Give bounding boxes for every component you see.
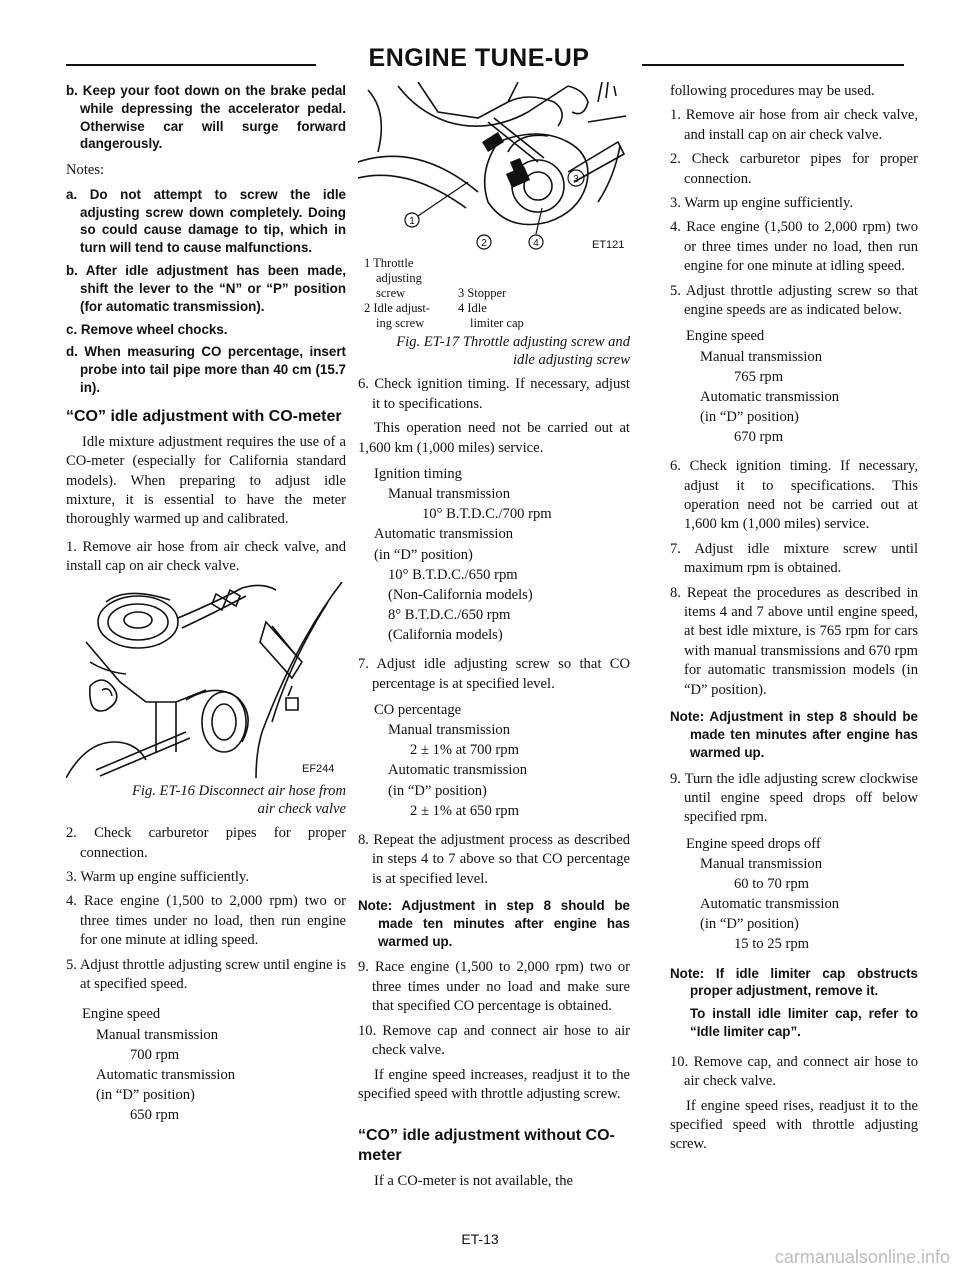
step-9: 9. Turn the idle adjusting screw clockwise until engine speed drops off below specified rpm.: [670, 770, 918, 826]
engine-speed-spec: [66, 1004, 346, 1125]
spec-manual: Manual transmission: [96, 1026, 219, 1043]
ignition-auto-value-2: 8° B.T.D.C./650 rpm: [388, 606, 511, 623]
co-label: CO percentage: [374, 702, 462, 719]
step-6: 6. Check ignition timing. If necessary, adjust it to specifications.: [358, 376, 630, 412]
column-right: [670, 82, 918, 1160]
co-manual: Manual transmission: [388, 722, 511, 739]
callout-2: [364, 301, 436, 331]
co-auto: Automatic transmission: [388, 762, 528, 779]
spec-label: Engine speed: [686, 328, 765, 345]
callout-3: 3 Stopper: [457, 286, 507, 300]
step-3: 3. Warm up engine sufficiently.: [66, 868, 249, 885]
spec-auto-value: 670 rpm: [734, 429, 784, 446]
spec-auto: Automatic transmission: [96, 1066, 236, 1083]
co-auto-position: (in “D” position): [388, 782, 487, 799]
step-5: 5. Adjust throttle adjusting screw until engine is at specified speed.: [66, 956, 346, 992]
drop-manual: Manual transmission: [700, 855, 823, 872]
ignition-manual-value: 10° B.T.D.C./700 rpm: [422, 506, 552, 523]
section-heading-without-co-meter: “CO” idle adjustment without CO-meter: [358, 1127, 615, 1165]
ignition-auto-value-1-note: (Non-California models): [388, 586, 533, 603]
page-title: ENGINE TUNE-UP: [368, 44, 590, 72]
note-step-8: Note: Adjustment in step 8 should be made ten minutes after engine has warmed up.: [670, 709, 918, 760]
step-4: 4. Race engine (1,500 to 2,000 rpm) two or three times under no load, then run engine for one minute at idling speed.: [66, 893, 346, 949]
callout-marker-1: 1: [409, 216, 415, 227]
ignition-manual: Manual transmission: [388, 486, 511, 503]
ignition-timing-spec: [358, 464, 630, 645]
figure-et17: [358, 82, 630, 252]
figure-caption-line-2: air check valve: [257, 800, 346, 817]
spec-auto: Automatic transmission: [700, 388, 840, 405]
step-2: 2. Check carburetor pipes for proper connection.: [670, 151, 918, 187]
callout-table: [364, 256, 530, 331]
figure-et16: [66, 582, 346, 778]
callout-4-line-1: 4 Idle: [457, 301, 487, 315]
step-1: 1. Remove air hose from air check valve, and install cap on air check valve.: [670, 107, 918, 143]
column-left: [66, 82, 346, 1135]
step-4: 4. Race engine (1,500 to 2,000 rpm) two or three times under no load, then run engine for one minute at idling speed.: [670, 219, 918, 275]
note-limiter-cap: Note: If idle limiter cap obstructs proper adjustment, remove it.: [670, 965, 918, 999]
callout-2-line-2: ing screw: [376, 316, 425, 330]
drop-auto-value: 15 to 25 rpm: [734, 936, 809, 953]
column-middle: [358, 82, 630, 1197]
ignition-auto-position: (in “D” position): [374, 546, 473, 563]
step-7: 7. Adjust idle mixture screw until maximum rpm is obtained.: [670, 540, 918, 577]
ignition-auto: Automatic transmission: [374, 526, 514, 543]
step-7: 7. Adjust idle adjusting screw so that CO percentage is at specified level.: [358, 656, 630, 692]
step-10-note: If engine speed rises, readjust it to the specified speed with throttle adjusting screw.: [670, 1097, 918, 1153]
spec-auto-position: (in “D” position): [96, 1086, 195, 1103]
note-d: d. When measuring CO percentage, insert probe into tail pipe more than 40 cm (15.7 in).: [66, 344, 346, 395]
step-6: 6. Check ignition timing. If necessary, adjust it to specifications. This operation need not be carried out at 1,600 km (1,000 miles) service.: [670, 458, 918, 533]
note-c: c. Remove wheel chocks.: [66, 321, 228, 337]
notes-label: Notes:: [66, 162, 105, 179]
callout-2-line-1: 2 Idle adjust-: [364, 301, 430, 315]
ignition-auto-value-2-note: (California models): [388, 627, 503, 644]
page-number: ET-13: [461, 1231, 499, 1247]
step-5: 5. Adjust throttle adjusting screw so that engine speeds are as indicated below.: [670, 282, 918, 319]
note-step-8: Note: Adjustment in step 8 should be made ten minutes after engine has warmed up.: [358, 898, 630, 949]
spec-auto-position: (in “D” position): [700, 408, 799, 425]
air-hose-illustration: [66, 582, 346, 778]
figure-callouts: [364, 256, 630, 331]
callout-row: [364, 301, 530, 331]
figure-caption-line-1: Fig. ET-17 Throttle adjusting screw and: [396, 334, 630, 350]
step-1: 1. Remove air hose from air check valve, and install cap on air check valve.: [66, 538, 346, 575]
callout-1-line-2: adjusting: [376, 271, 422, 285]
step-3: 3. Warm up engine sufficiently.: [670, 195, 853, 212]
callout-row: [364, 256, 530, 301]
spec-label: Engine speed: [82, 1006, 161, 1023]
callout-4: [436, 301, 530, 331]
intro-continued: following procedures may be used.: [670, 83, 875, 99]
spec-manual-value: 700 rpm: [130, 1046, 180, 1063]
figure-caption: [66, 782, 346, 818]
section-heading-with-co-meter: “CO” idle adjustment with CO-meter: [66, 407, 342, 425]
note-a: a. Do not attempt to screw the idle adjusting screw down completely. Doing so could cause damage to tip, which in turn will tend to cause malfunctions.: [66, 186, 346, 256]
callout-marker-2: 2: [481, 238, 487, 249]
callout-marker-3: 3: [573, 174, 579, 185]
step-9: 9. Race engine (1,500 to 2,000 rpm) two or three times under no load and make sure that specified CO percentage is obtained.: [358, 959, 630, 1015]
drop-auto-position: (in “D” position): [700, 916, 799, 933]
note-limiter-cap-install: To install idle limiter cap, refer to “Idle limiter cap”.: [690, 1006, 918, 1040]
spec-auto-value: 650 rpm: [130, 1107, 180, 1124]
throttle-screw-illustration: [358, 82, 630, 252]
step-8: 8. Repeat the procedures as described in items 4 and 7 above until engine speed, at best idle mixture, is 765 rpm for cars with manual transmissions and 670 rpm for automatic transmission models (in “D” position).: [670, 584, 918, 698]
step-2: 2. Check carburetor pipes for proper connection.: [66, 825, 346, 861]
step-10-note: If engine speed increases, readjust it to the specified speed with throttle adjusting screw.: [358, 1066, 630, 1102]
without-co-meter-intro: If a CO-meter is not available, the: [374, 1173, 573, 1190]
intro-paragraph: Idle mixture adjustment requires the use of a CO-meter (especially for California standard models). When preparing to adjust idle mixture, it is essential to have the meter thoroughly warmed up and calibrated.: [66, 433, 346, 528]
callout-1-line-3: screw: [376, 286, 406, 300]
drop-label: Engine speed drops off: [686, 835, 821, 852]
co-percentage-spec: [358, 700, 630, 821]
step-8: 8. Repeat the adjustment process as described in steps 4 to 7 above so that CO percentage is at specified level.: [358, 831, 630, 887]
warning-step-b: b. Keep your foot down on the brake pedal while depressing the accelerator pedal. Otherwise car will surge forward dangerously.: [66, 83, 346, 152]
drop-manual-value: 60 to 70 rpm: [734, 876, 809, 893]
callout-marker-4: 4: [533, 238, 539, 249]
figure-caption-line-1: Fig. ET-16 Disconnect air hose from: [131, 782, 346, 799]
engine-speed-drop-spec: [670, 834, 918, 955]
co-auto-value: 2 ± 1% at 650 rpm: [410, 802, 519, 819]
note-b: b. After idle adjustment has been made, shift the lever to the “N” or “P” position (for automatic transmission).: [66, 263, 346, 314]
callout-1: [364, 256, 436, 301]
ignition-auto-value-1: 10° B.T.D.C./650 rpm: [388, 566, 518, 583]
step-10: 10. Remove cap, and connect air hose to air check valve.: [670, 1053, 918, 1090]
step-10: 10. Remove cap and connect air hose to air check valve.: [358, 1022, 630, 1059]
co-manual-value: 2 ± 1% at 700 rpm: [410, 742, 519, 759]
figure-code: ET121: [592, 239, 625, 251]
step-6-note: This operation need not be carried out at 1,600 km (1,000 miles) service.: [358, 420, 630, 456]
figure-caption-line-2: idle adjusting screw: [512, 352, 630, 369]
callout-1-line-1: 1 Throttle: [364, 256, 414, 270]
header-rule-left: [66, 64, 316, 66]
drop-auto: Automatic transmission: [700, 896, 840, 913]
callout-4-line-2: limiter cap: [469, 316, 524, 330]
ignition-label: Ignition timing: [374, 466, 462, 483]
watermark: carmanualsonline.info: [774, 1247, 950, 1267]
engine-speed-spec: [670, 326, 918, 447]
spec-manual: Manual transmission: [700, 348, 823, 365]
figure-code: EF244: [302, 762, 335, 775]
figure-caption: [358, 333, 630, 369]
header-rule-right: [642, 64, 904, 66]
spec-manual-value: 765 rpm: [734, 368, 784, 385]
